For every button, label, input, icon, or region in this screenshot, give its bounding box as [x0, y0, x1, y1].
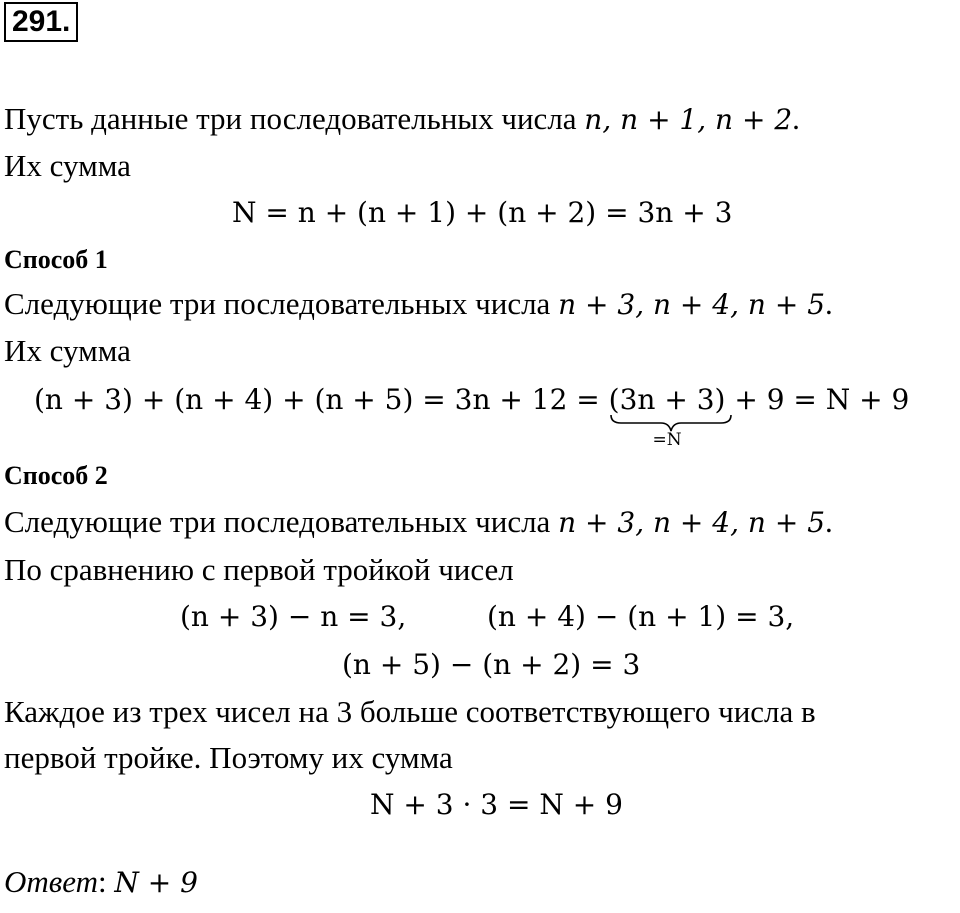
- method2-formula: n + 3, n + 4, n + 5: [558, 506, 826, 539]
- intro-line: [4, 99, 800, 140]
- method1-heading: Способ 1: [4, 245, 108, 274]
- method2-text: Следующие три последовательных числа: [4, 504, 559, 539]
- method2-explain-1: Каждое из трех чисел на 3 больше соответствующего числа в: [4, 694, 816, 729]
- method2-line: [4, 502, 833, 543]
- answer-value: N + 9: [114, 866, 198, 899]
- method2-end: .: [825, 504, 833, 539]
- method2-eq-c: (n + 5) − (n + 2) = 3: [342, 648, 641, 681]
- method2-compare: По сравнению с первой тройкой чисел: [4, 552, 514, 587]
- underbrace-label: =N: [652, 430, 682, 450]
- method1-end: .: [825, 286, 833, 321]
- intro-formula: n, n + 1, n + 2: [584, 103, 793, 136]
- method1-eq-right: + 9 = N + 9: [725, 383, 910, 416]
- answer-line: [4, 862, 198, 903]
- answer-label: Ответ: [4, 864, 98, 899]
- method1-text: Следующие три последовательных числа: [4, 286, 559, 321]
- equation-N: N = n + (n + 1) + (n + 2) = 3n + 3: [232, 196, 733, 229]
- problem-number: 291.: [4, 2, 78, 42]
- method1-sum-label: Их сумма: [4, 333, 131, 368]
- sum-label-1: Их сумма: [4, 148, 131, 183]
- method1-line: [4, 284, 833, 325]
- answer-colon: :: [97, 864, 115, 899]
- intro-end: .: [792, 101, 800, 136]
- underbrace-group: [608, 380, 726, 450]
- method2-result: N + 3 · 3 = N + 9: [370, 788, 623, 821]
- method1-eq-left: (n + 3) + (n + 4) + (n + 5) = 3n + 12 =: [34, 383, 609, 416]
- method1-eq-brace: (3n + 3): [608, 383, 726, 416]
- method2-heading: Способ 2: [4, 461, 108, 490]
- method2-eq-a: (n + 3) − n = 3,: [180, 600, 407, 633]
- method1-formula: n + 3, n + 4, n + 5: [558, 288, 826, 321]
- intro-text: Пусть данные три последовательных числа: [4, 101, 585, 136]
- method1-equation: [34, 380, 910, 450]
- method2-explain-2: первой тройке. Поэтому их сумма: [4, 740, 453, 775]
- method2-eq-b: (n + 4) − (n + 1) = 3,: [487, 600, 795, 633]
